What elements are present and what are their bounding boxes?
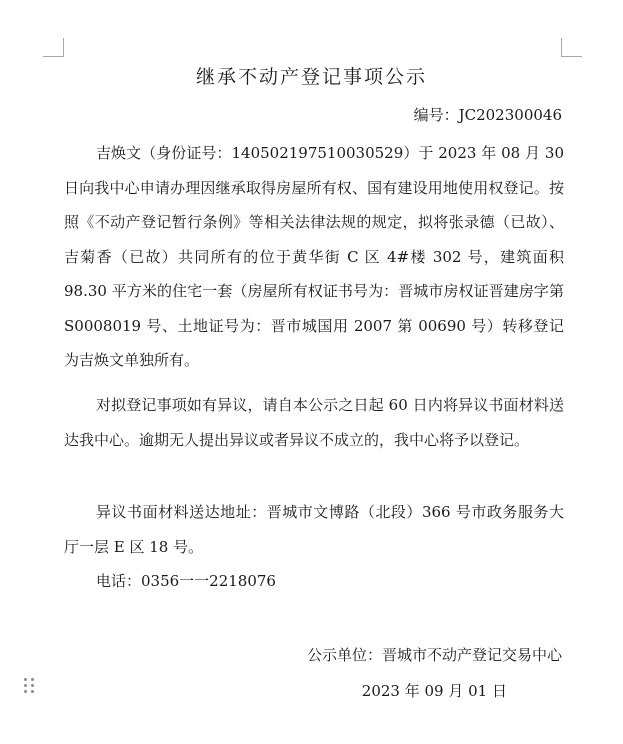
publisher-line: 公示单位：晋城市不动产登记交易中心 — [306, 646, 562, 664]
drag-dot — [31, 678, 34, 681]
page-title: 继承不动产登记事项公示 — [195, 66, 427, 88]
contact-phone: 电话：0356一一2218076 — [96, 572, 276, 590]
publish-date: 2023 年 09 月 01 日 — [361, 682, 507, 700]
crop-mark-top-right-icon — [561, 38, 582, 57]
drag-dot — [24, 690, 27, 693]
crop-mark-top-left-icon — [43, 38, 64, 57]
drag-dot — [31, 684, 34, 687]
drag-dot — [24, 684, 27, 687]
body-paragraph-address: 异议书面材料送达地址：晋城市文博路（北段）366 号市政务服务大厅一层 E 区 18 号。 — [64, 503, 564, 556]
document-number: 编号：JC202300046 — [413, 106, 562, 124]
drag-dot — [31, 690, 34, 693]
body-paragraph-applicant: 吉焕文（身份证号：140502197510030529）于 2023 年 08 月 30 日向我中心申请办理因继承取得房屋所有权、国有建设用地使用权登记。按照《不动产登记暂行条例》等相关法律法规的规定，拟将张录德（已故）、吉菊香（已故）共同所有的位于黄华街 C 区 4#楼 302 号，建筑面积 98.30 平方米的住宅一套（房屋所有权证书号为：晋城市房权证晋建房字第 S0008019 号、土地证号为：晋市城国用 2007 第 00690 号）转移登记为吉焕文单独所有。 — [64, 144, 564, 369]
drag-dot — [24, 678, 27, 681]
drag-handle-icon[interactable] — [24, 678, 36, 694]
body-paragraph-objection: 对拟登记事项如有异议，请自本公示之日起 60 日内将异议书面材料送达我中心。逾期无人提出异议或者异议不成立的，我中心将予以登记。 — [64, 396, 564, 449]
